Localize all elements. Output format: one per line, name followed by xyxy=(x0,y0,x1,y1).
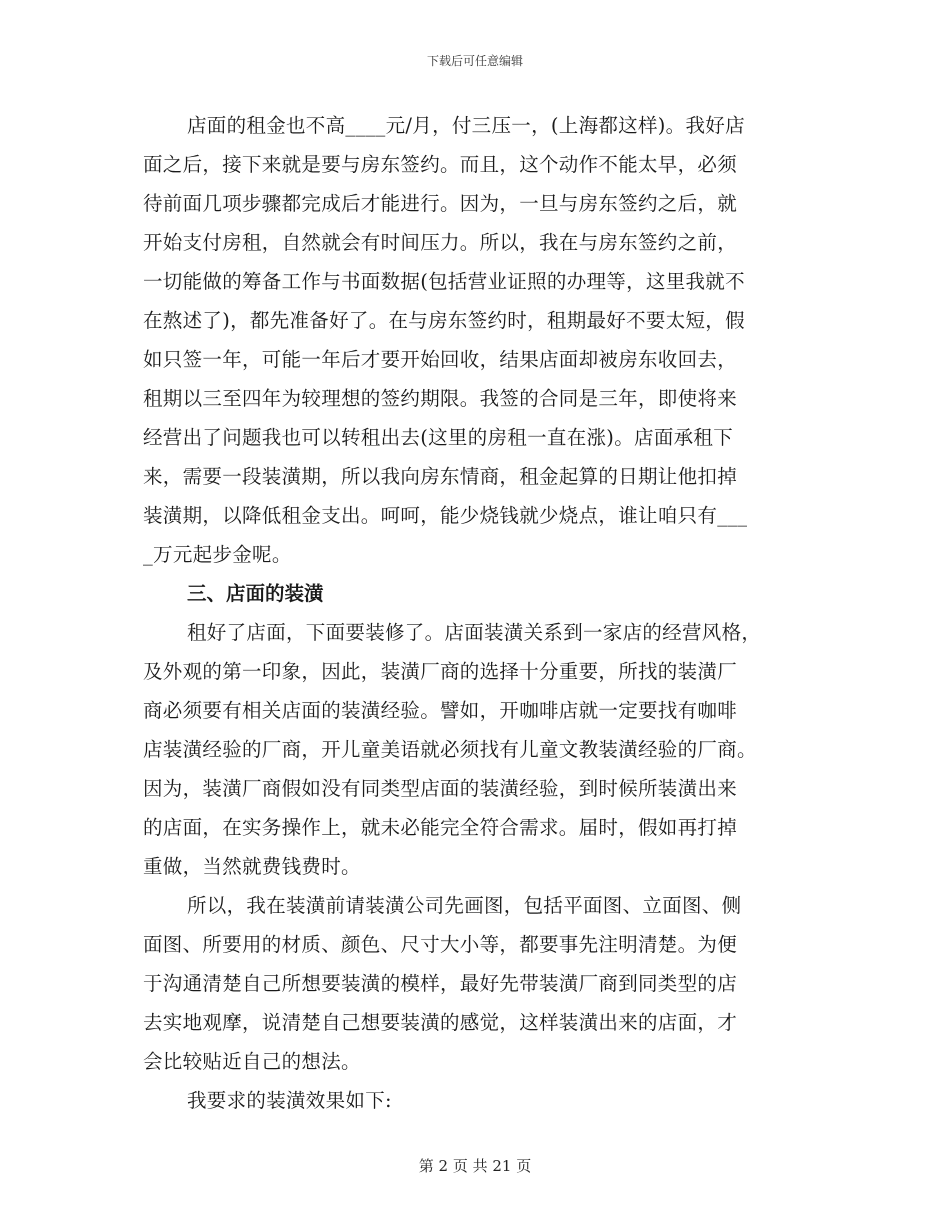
text-line: _万元起步金呢。 xyxy=(143,543,292,566)
text-line: 及外观的第一印象，因此，装潢厂商的选择十分重要，所找的装潢厂 xyxy=(143,660,738,683)
text-line: 经营出了问题我也可以转租出去(这里的房租一直在涨)。店面承租下 xyxy=(143,426,734,449)
text-line: 在熬述了)，都先准备好了。在与房东签约时，租期最好不要太短，假 xyxy=(143,309,745,332)
text-line: 会比较贴近自己的想法。 xyxy=(143,1050,361,1073)
text-line: 租好了店面，下面要装修了。店面装潢关系到一家店的经营风格， xyxy=(187,621,762,644)
page-header: 下载后可任意编辑 xyxy=(426,54,523,68)
text-line: 来，需要一段装潢期，所以我向房东情商，租金起算的日期让他扣掉 xyxy=(143,465,738,488)
document-body xyxy=(143,106,807,1120)
text-line: 我要求的装潢效果如下: xyxy=(187,1089,392,1112)
text-line: 一切能做的筹备工作与书面数据(包括营业证照的办理等，这里我就不 xyxy=(143,270,745,293)
text-line: 如只签一年，可能一年后才要开始回收，结果店面却被房东收回去， xyxy=(143,348,738,371)
text-line: 的店面，在实务操作上，就未必能完全符合需求。届时，假如再打掉 xyxy=(143,816,738,839)
text-line: 商必须要有相关店面的装潢经验。譬如，开咖啡店就一定要找有咖啡 xyxy=(143,699,738,722)
text-line: 店面的租金也不高____元/月，付三压一，(上海都这样)。我好店 xyxy=(187,114,745,137)
text-line: 面图、所要用的材质、颜色、尺寸大小等，都要事先注明清楚。为便 xyxy=(143,933,738,956)
text-line: 面之后，接下来就是要与房东签约。而且，这个动作不能太早，必须 xyxy=(143,153,738,176)
text-line: 店装潢经验的厂商，开儿童美语就必须找有儿童文教装潢经验的厂商。 xyxy=(143,738,757,761)
text-line: 于沟通清楚自己所想要装潢的模样，最好先带装潢厂商到同类型的店 xyxy=(143,972,738,995)
text-line: 租期以三至四年为较理想的签约期限。我签的合同是三年，即使将来 xyxy=(143,387,738,410)
text-line: 装潢期，以降低租金支出。呵呵，能少烧钱就少烧点，谁让咱只有___ xyxy=(143,504,748,527)
text-line: 开始支付房租，自然就会有时间压力。所以，我在与房东签约之前， xyxy=(143,231,738,254)
section-heading: 三、店面的装潢 xyxy=(187,582,324,605)
text-line: 所以，我在装潢前请装潢公司先画图，包括平面图、立面图、侧 xyxy=(187,894,742,917)
text-line: 待前面几项步骤都完成后才能进行。因为，一旦与房东签约之后，就 xyxy=(143,192,738,215)
text-line: 去实地观摩，说清楚自己想要装潢的感觉，这样装潢出来的店面，才 xyxy=(143,1011,738,1034)
text-line: 因为，装潢厂商假如没有同类型店面的装潢经验，到时候所装潢出来 xyxy=(143,777,738,800)
page-footer: 第 2 页 共 21 页 xyxy=(418,1157,532,1175)
text-line: 重做，当然就费钱费时。 xyxy=(143,855,361,878)
